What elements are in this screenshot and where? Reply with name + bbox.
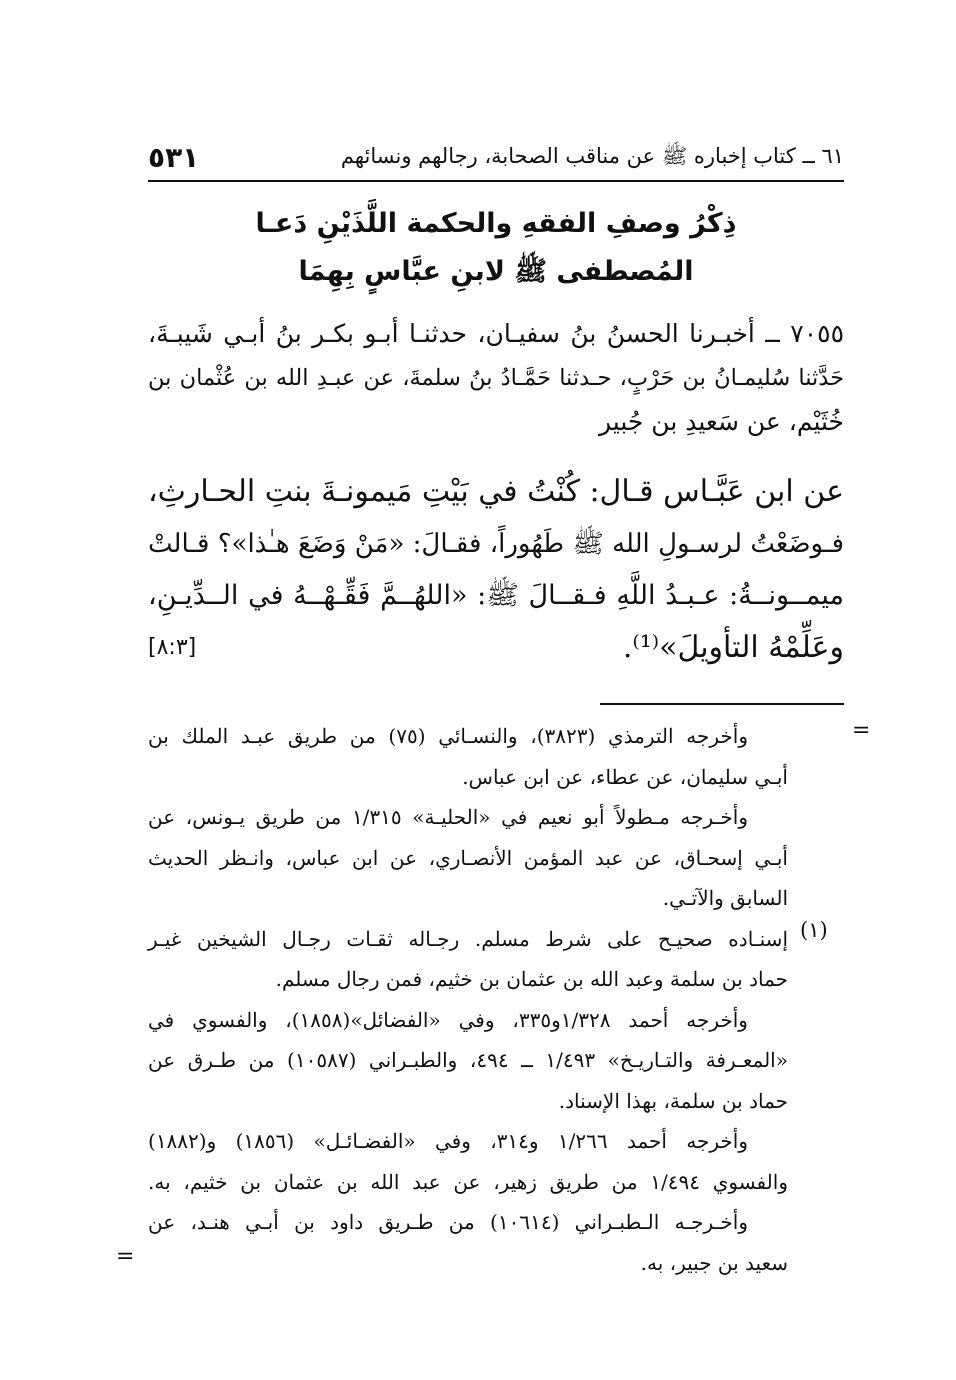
footnote-line: إسنـاده صحيـح على شرط مسلم. رجـاله ثقـات رجـال الشيخين غيـر bbox=[148, 926, 788, 951]
isnad-paragraph bbox=[148, 312, 844, 444]
isnad-line-2: حَدَّثنا سُليمـانُ بن حَرْبٍ، حـدثنا حَمَّـادُ بنُ سلمةَ، عن عبـدِ الله بن عُثْمان بن bbox=[148, 365, 844, 391]
matn-line-3: ميمــونــةُ: عـبـدُ اللَّهِ فـقــالَ ﷺ: «اللهُــمَّ فَقِّـهْــهُ في الــدِّيـنِ، bbox=[148, 580, 844, 611]
section-heading bbox=[148, 200, 844, 296]
footnote-line: سعيد بن جبير، به. bbox=[640, 1250, 788, 1275]
continuation-mark-bottom: = bbox=[116, 1244, 135, 1269]
footnote-marker: (١) bbox=[800, 918, 828, 942]
footnote-line: أبـي إسحـاق، عن عبد المؤمن الأنصـاري، عن ابن عباس، وانـظر الحديث bbox=[148, 845, 788, 870]
matn-last-line bbox=[148, 622, 844, 674]
footnote-line: وأخـرجه مـطولاً أبو نعيم في «الحليـة» ١/٣١٥ من طريق يـونس، عن bbox=[148, 805, 748, 829]
footnote-line: وأخرجه أحمد ١/٢٦٦ و٣١٤، وفي «الفضـائـل» (١٨٥٦) و(١٨٨٢) bbox=[148, 1129, 749, 1153]
running-head bbox=[148, 138, 844, 174]
heading-line-2: المُصطفى ﷺ لابنِ عبَّاسٍ بِهِمَا bbox=[298, 256, 694, 287]
footnote-line: السابق والآتـي. bbox=[662, 886, 788, 910]
page-number: ٥٣١ bbox=[148, 141, 200, 174]
footnote-line: حماد بن سلمة وعبد الله بن عثمان بن خثيم، فمن رجال مسلم. bbox=[275, 967, 788, 991]
heading-line-1: ذِكْرُ وصفِ الفقهِ والحكمة اللَّذَيْنِ دَعـا bbox=[255, 208, 737, 239]
matn-line-4: وعَلِّمْهُ التأويلَ»⁽¹⁾. bbox=[622, 630, 844, 665]
running-title: ٦١ ــ كتاب إخباره ﷺ عن مناقب الصحابة، رجالهم ونسائهم bbox=[340, 144, 844, 168]
footnote-rule bbox=[600, 703, 844, 705]
footnote-line: وأخرجه الترمذي (٣٨٢٣)، والنسـائي (٧٥) من طريق عبـد الملك بن bbox=[148, 724, 748, 748]
footnote-line: والفسوي ١/٤٩٤ من طريق زهير، عن عبد الله بن عثمان بن خثيم، به. bbox=[148, 1169, 788, 1194]
footnotes bbox=[148, 716, 788, 1283]
matn-line-1: عن ابن عَبَّـاس قـال: كُنْتُ في بَيْتِ مَيمونـةَ بنتِ الحـارثِ، bbox=[148, 474, 844, 509]
footnote-line: وأخرجه أحمد ١/٣٢٨و٣٣٥، وفي «الفضائل»(١٨٥٨)، والفسوي في bbox=[148, 1007, 748, 1032]
isnad-line-1: ٧٠٥٥ ــ أخبـرنا الحسنُ بنُ سفيـان، حدثنـا أبـو بكـر بنُ أبـي شَيبـةَ، bbox=[148, 319, 844, 348]
footnote-line: أبـي سليمان، عن عطاء، عن ابن عباس. bbox=[462, 764, 788, 789]
isnad-line-3: خُثَيْم، عن سَعيدِ بن جُبير bbox=[599, 407, 844, 436]
footnote-line: حماد بن سلمة، بهذا الإسناد. bbox=[558, 1088, 788, 1113]
matn-line-2: فـوضَعْتُ لرسـولِ الله ﷺ طَهُوراً، فقـالَ: «مَنْ وَضَعَ هـٰذا»؟ قـالتْ bbox=[148, 529, 844, 559]
header-rule bbox=[148, 180, 844, 182]
footnote-line: وأخـرجـه الـطبـراني (١٠٦١٤) من طـريق داود بن أبـي هنـد، عن bbox=[148, 1210, 748, 1234]
continuation-mark-top: = bbox=[852, 718, 871, 743]
matn-paragraph bbox=[148, 466, 844, 674]
footnote-line: «المعـرفة والتـاريـخ» ١/٤٩٣ ــ ٤٩٤، والطبـراني (١٠٥٨٧) من طـرق عن bbox=[148, 1048, 788, 1072]
volume-reference: [٨:٣] bbox=[148, 635, 197, 660]
